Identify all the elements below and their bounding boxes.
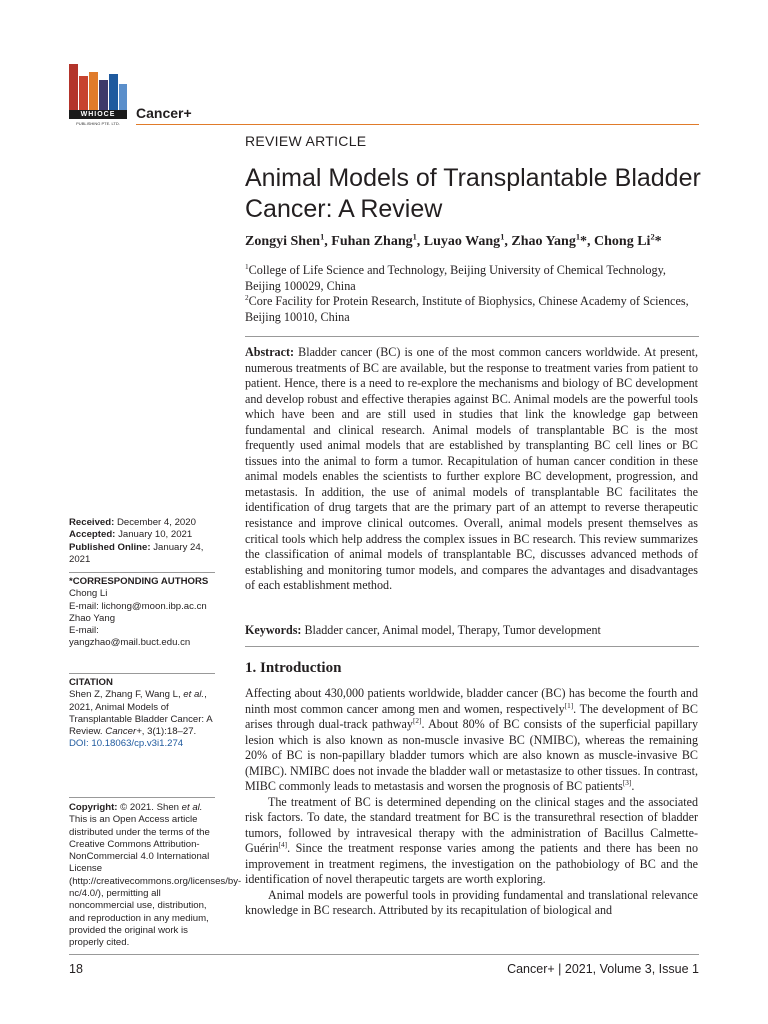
citation-ref[interactable]: [4]	[278, 840, 288, 849]
logo-bar	[89, 72, 98, 110]
citation-heading: CITATION	[69, 677, 113, 688]
logo-bar	[79, 76, 88, 110]
sidebar-divider	[69, 673, 215, 674]
paragraph: The treatment of BC is determined depending on the clinical stages and the associated risk factors. To date, the standard treatment for BC is the transurethral resection of bladder tumors, followed by intravesical therapy with the administration of Bacillus Calmette-Guérin[4]. Since the treatment response varies among the patients and there has been no improvement in treatment regimens, the investigation on the pathobiology of BC and the identification of novel therapeutic targets are worth exploring.	[245, 794, 698, 886]
citation-ref[interactable]: [2]	[412, 716, 422, 725]
article-dates	[69, 517, 215, 566]
corr-author-name: Chong Li	[69, 588, 108, 600]
corr-author-email[interactable]: E-mail: lichong@moon.ibp.ac.cn	[69, 600, 207, 612]
corr-heading: *CORRESPONDING AUTHORS	[69, 576, 209, 587]
keywords-label: Keywords:	[245, 623, 302, 637]
author-list	[245, 234, 662, 250]
header-divider	[136, 124, 699, 125]
author: Zhao Yang$^1$*,	[511, 232, 595, 249]
published-date: Published Online: January 24, 2021	[69, 541, 204, 565]
journal-name: Cancer+	[136, 105, 192, 121]
logo-bar	[69, 64, 78, 110]
logo-bar	[99, 80, 108, 110]
abstract	[245, 345, 698, 594]
citation-ref[interactable]: [3]	[622, 778, 632, 787]
author: Zongyi Shen$^1$,	[245, 232, 332, 249]
logo-bar	[109, 74, 118, 110]
keywords-text: Bladder cancer, Animal model, Therapy, Tumor development	[304, 623, 601, 637]
article-type: REVIEW ARTICLE	[245, 133, 367, 149]
author: Luyao Wang$^1$,	[423, 232, 512, 249]
citation-ref[interactable]: [1]	[564, 701, 574, 710]
received-date: Received: December 4, 2020	[69, 517, 196, 528]
citation-text: Shen Z, Zhang F, Wang L, et al., 2021, Animal Models of Transplantable Bladder Cancer: A Review. Cancer+, 3(1):18–27.	[69, 689, 213, 738]
sidebar-divider	[69, 797, 215, 798]
corresponding-authors	[69, 576, 215, 650]
affiliation: $^2$Core Facility for Protein Research, Institute of Biophysics, Chinese Academy of Sciences, Beijing 10010, China	[245, 292, 689, 324]
affiliation: $^1$College of Life Science and Technology, Beijing University of Chemical Technology, Beijing 100029, China	[245, 261, 666, 293]
paragraph: Animal models are powerful tools in providing fundamental and translational relevance knowledge in BC research. Attributed by its recapitulation of biological and	[245, 887, 698, 917]
footer-journal-info: Cancer+ | 2021, Volume 3, Issue 1	[507, 962, 699, 976]
author: Fuhan Zhang$^1$,	[331, 232, 424, 249]
citation	[69, 677, 215, 751]
footer-divider	[69, 954, 699, 955]
author: Chong Li$^2$*	[594, 232, 662, 249]
paragraph: Affecting about 430,000 patients worldwide, bladder cancer (BC) has become the fourth and ninth most common cancer among men and women, respectively[1]. The development of BC arises through dual-track pathway[2]. About 80% of BC consists of the superficial papillary lesion which is also known as non-muscle invasive BC (NMIBC), whereas the remaining 20% of BC is non-papillary bladder tumors which are also known as muscle-invasive BC (MIBC). NMIBC does not invade the bladder wall or metastasize to other tissues. In contrast, MIBC commonly leads to metastasis and worsen the prognosis of BC patients[3].	[245, 686, 699, 793]
logo-subtext: PUBLISHING PTE. LTD.	[76, 121, 120, 126]
abstract-divider	[245, 336, 699, 337]
keywords-divider	[245, 646, 699, 647]
section-heading: 1. Introduction	[245, 660, 342, 676]
abstract-label: Abstract:	[245, 345, 295, 359]
logo-wordmark: WHIOCE	[69, 110, 127, 119]
keywords	[245, 623, 698, 638]
publisher-logo	[69, 64, 127, 126]
corr-author-name: Zhao Yang	[69, 612, 116, 624]
page-number: 18	[69, 962, 83, 976]
sidebar-divider	[69, 572, 215, 573]
logo-bar	[119, 84, 127, 110]
introduction-body	[245, 686, 698, 919]
copyright-notice: Copyright: © 2021. Shen et al. This is an Open Access article distributed under the terms of the Creative Commons Attribution-NonCommercial 4.0 International License (http://creativecommons.org/licenses/by-nc/4.0/), permitting all noncommercial use, distribution, and reproduction in any medium, provided the original work is properly cited.	[69, 802, 242, 949]
article-title: Animal Models of Transplantable Bladder Cancer: A Review	[245, 164, 701, 223]
doi-link[interactable]: DOI: 10.18063/cp.v3i1.274	[69, 738, 184, 750]
accepted-date: Accepted: January 10, 2021	[69, 529, 193, 541]
corr-author-email[interactable]: E-mail: yangzhao@mail.buct.edu.cn	[69, 625, 191, 649]
abstract-text: Bladder cancer (BC) is one of the most common cancers worldwide. At present, numerous treatments of BC are available, but the response to treatment varies from patient to patient. Hence, there is a need to re-explore the mechanisms and biology of BC development and develop robust and effective therapies against BC. Animal models are the powerful tools which have been and are still used in studies that link the knowledge gap between fundamental and clinical research. Animal models of transplantable BC is the most frequently used animal models that are established by transplanting BC cell lines or BC tissues into the animal to form a tumor. Recapitulation of human cancer condition in these animal models enables the scientists to further explore BC development, progression, and metastasis. In addition, the use of animal models of transplantable BC facilitates the identification of drug targets that are the primary part of an attempt to reverse therapeutic resistance and improve clinical outcomes. Overall, animal models present themselves as critical tools which help address the complex issues in BC research. This review summarizes the classification of animal models of transplantable BC, discusses advanced methods of establishing and monitoring tumor models, and compares the advantages and disadvantages of each establishment method.	[245, 345, 698, 593]
